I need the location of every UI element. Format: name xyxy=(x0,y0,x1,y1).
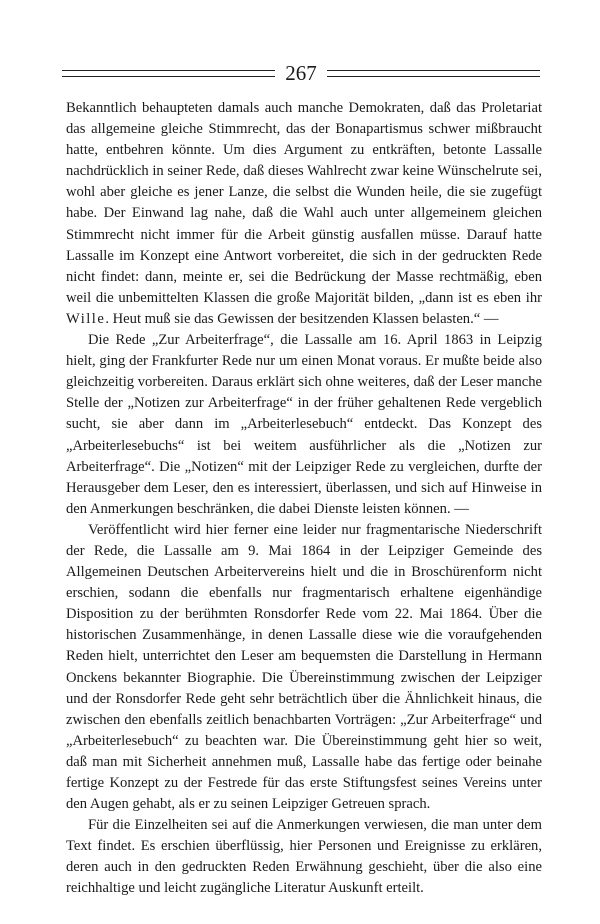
paragraph-2: Die Rede „Zur Arbeiterfrage“, die Lassalle am 16. April 1863 in Leipzig hielt, ging der Frankfurter Rede nur um einen Monat voraus. Er mußte beide also gleichzeitig vorbereiten. Daraus erklärt sich ohne weiteres, daß der Leser manche Stelle der „Notizen zur Arbeiterfrage“ in der früher gehaltenen Rede vergeblich sucht, sie aber dann im „Arbeiterlesebuch“ entdeckt. Das Konzept des „Arbeiterlesebuchs“ ist bei weitem ausführlicher als die „Notizen zur Arbeiterfrage“. Die „Notizen“ mit der Leipziger Rede zu vergleichen, durfte der Herausgeber dem Leser, den es interessiert, überlassen, und sich auf Hinweise in den Anmerkungen beschränken, die dabei Dienste leisten können. — xyxy=(66,332,542,517)
paragraph-4: Für die Einzelheiten sei auf die Anmerkungen verwiesen, die man unter dem Text findet. Es erschien überflüssig, hier Personen und Ereignisse zu erklären, deren auch in den gedruckten Reden Erwähnung geschieht, über die also eine reichhaltige und leicht zugängliche Literatur Auskunft erteilt. xyxy=(66,817,542,897)
text-run: . Heut muß sie das Gewissen der besitzenden Klassen belasten.“ — xyxy=(105,310,499,327)
paragraph-3: Veröffentlicht wird hier ferner eine leider nur fragmentarische Niederschrift der Rede, die Lassalle am 9. Mai 1864 in der Leipziger Gemeinde des Allgemeinen Deutschen Arbeitervereins hielt und die in Broschürenform nicht erschien, sodann die ebenfalls nur fragmentarisch erhaltene eigenhändige Disposition zu der berühmten Ronsdorfer Rede vom 22. Mai 1864. Über die historischen Zusammenhänge, in denen Lassalle diese wie die voraufgehenden Reden hielt, unterrichtet den Leser am bequemsten die Darstellung in Hermann Onckens bekannter Biographie. Die Übereinstimmung zwischen der Leipziger und der Ronsdorfer Rede geht sehr beträchtlich über die Ähnlichkeit hinaus, die zwischen den ebenfalls zeitlich benachbarten Vorträgen: „Zur Arbeiterfrage“ und „Arbeiterlesebuch“ zu beachten war. Die Übereinstimmung geht hier so weit, daß man mit Sicherheit annehmen muß, Lassalle habe das fertige oder beinahe fertige Konzept zu der Festrede für das erste Stiftungsfest seines Vereins unter den Augen gehabt, als er zu seinen Leipziger Getreuen sprach. xyxy=(66,521,542,813)
body-text xyxy=(66,98,542,900)
page-number: 267 xyxy=(285,60,317,85)
text-run: Bekanntlich behaupteten damals auch manche Demokraten, daß das Proletariat das allgemeine gleiche Stimmrecht, das der Bonapartismus schwer mißbraucht hatte, entbehren könnte. Um dies Argument zu entkräften, betonte Lassalle nachdrücklich in seiner Rede, daß dieses Wahlrecht zwar keine Wünschelrute sei, wohl aber gleiche es jener Lanze, die selbst die Wunden heile, die sie zugefügt habe. Der Einwand lag nahe, daß die Wahl auch unter allgemeinem gleichen Stimmrecht nicht immer für die Arbeit günstig ausfallen müsse. Darauf hatte Lassalle im Konzept eine Antwort vorbereitet, die sich in der gedruckten Rede nicht findet: dann, meinte er, sei die Bedrückung der Masse rechtmäßig, eben weil die unbemittelten Klassen die große Majorität bilden, „dann ist es eben ihr xyxy=(66,100,542,306)
header-rule-right xyxy=(327,70,540,77)
page-header xyxy=(62,58,540,88)
spaced-word: Wille xyxy=(66,310,106,327)
header-rule-left xyxy=(62,70,275,77)
paragraph-1 xyxy=(66,98,542,330)
